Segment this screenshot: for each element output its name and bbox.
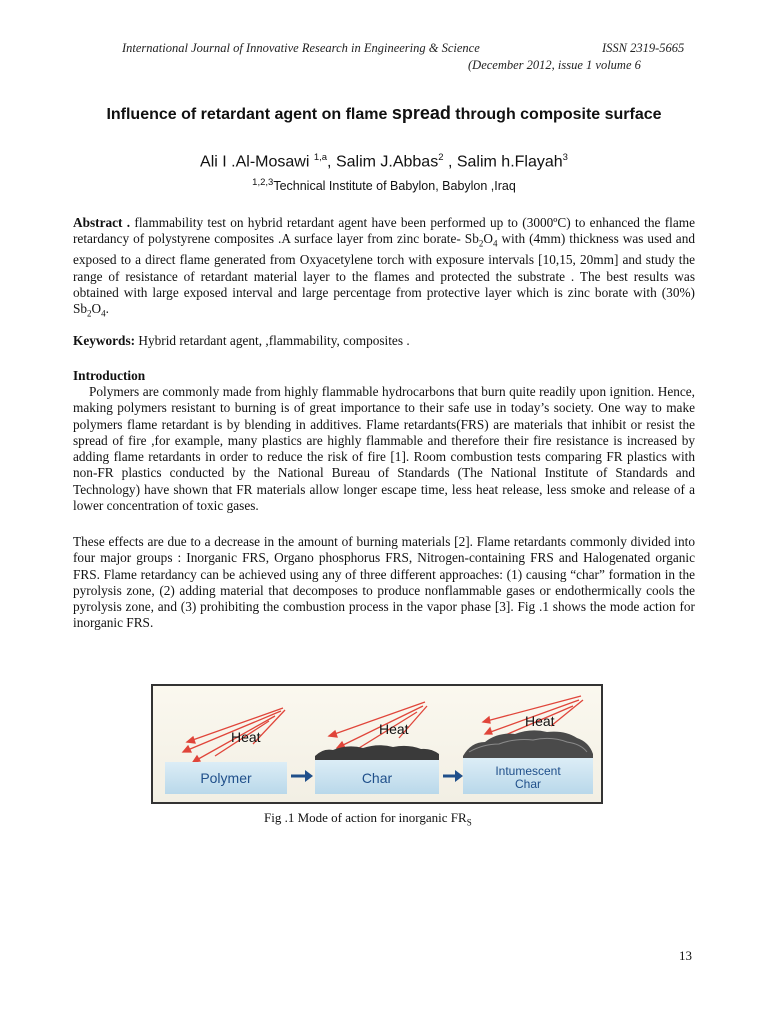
introduction-paragraph-1: Polymers are commonly made from highly flammable hydrocarbons that burn quite readily upon ignition. Hence, making polymers resistant to burning is of great importance to their safe use in today’s society. One way to make polymers flame retardant is by blending in additives. Flame retardants(FRS) are materials that inhibit or resist the spread of fire ,for example, many plastics are highly flammable and therefore their fire resistance is increased by adding flame retardants in order to reduce the risk of fire [1]. Room combustion tests comparing FR plastics with non-FR plastics conducted by the National Bureau of Standards (The National Institute of Standards and Technology) have shown that FR materials allow longer escape time, less heat release, less smoke and release of a lower concentration of toxic gases. — [73, 384, 695, 514]
issue-date: (December 2012, issue 1 volume 6 — [468, 58, 641, 72]
affiliation — [60, 177, 708, 193]
author-3-affil: 3 — [562, 152, 568, 163]
intumescent-label-1: Intumescent — [495, 764, 561, 778]
caption-sub: S — [466, 817, 472, 828]
intumescent-label-2: Char — [514, 777, 542, 791]
abstract-sub-2: 4 — [492, 238, 498, 249]
title-part-1: Influence of retardant agent on flame — [106, 106, 392, 123]
caption-text: Fig .1 Mode of action for inorganic FR — [264, 810, 467, 825]
author-2-affil: 2 — [438, 152, 444, 163]
journal-name: International Journal of Innovative Research in Engineering & Science — [122, 41, 480, 55]
abstract-text-3: with (4mm) thickness was used and exposed to a direct flame generated from Oxyacetylene torch with exposure intervals [10,15, 20mm] and study the range of resistance of retardant material layer to the flames and protected the substrate . The best results was obtained with large exposed interval and large percentage from protective layer which is zinc borate with (30%) Sb — [73, 231, 695, 317]
char-label: Char — [361, 770, 393, 786]
affiliation-text: Technical Institute of Babylon, Babylon ,Iraq — [273, 179, 516, 194]
keywords — [73, 333, 695, 349]
affiliation-marks: 1,2,3 — [252, 177, 274, 188]
authors — [60, 152, 708, 171]
figure-1 — [151, 684, 603, 804]
section-heading-introduction: Introduction — [73, 368, 146, 383]
heat-label-2: Heat — [379, 721, 409, 737]
abstract-sub-3: 2 — [87, 308, 92, 319]
abstract-text-1: flammability test on hybrid retardant agent have been performed up to (3000ºC) to enhanced the flame retardancy of polystyrene composites .A surface layer from zinc borate- Sb — [73, 215, 695, 247]
abstract-label: Abstract . — [73, 215, 131, 230]
author-2: , Salim J.Abbas — [327, 153, 439, 171]
polymer-label: Polymer — [200, 770, 252, 786]
abstract-sub-4: 4 — [101, 308, 106, 319]
figure-1-caption — [264, 810, 472, 828]
author-3: , Salim h.Flayah — [443, 153, 563, 171]
abstract-sub-1: 2 — [478, 238, 484, 249]
heat-label-3: Heat — [525, 713, 555, 729]
heat-label-1: Heat — [231, 729, 261, 745]
paper-title — [60, 104, 708, 124]
title-part-3: through composite surface — [450, 106, 662, 123]
issn: ISSN 2319-5665 — [602, 41, 685, 55]
abstract-text-4: O — [91, 301, 102, 317]
title-part-2: spread — [391, 103, 451, 123]
abstract-text-5: . — [105, 301, 109, 317]
abstract — [73, 215, 695, 322]
author-1: Ali I .Al-Mosawi — [200, 153, 314, 171]
abstract-text-2: O — [483, 231, 493, 247]
figure-1-diagram — [153, 686, 601, 802]
author-1-affil: 1,a — [313, 152, 328, 163]
introduction-paragraph-2: These effects are due to a decrease in the amount of burning materials [2]. Flame retardants commonly divided into four major groups : Inorganic FRS, Organo phosphorus FRS, Nitrogen-containing FRS and Halogenated organic FRS. Flame retardancy can be achieved using any of three different approaches: (1) causing “char” formation in the pyrolysis zone, (2) adding material that decomposes to produce nonflammable gases or endothermically cools the pyrolysis zone, and (3) prohibiting the combustion process in the vapor phase [3]. Fig .1 shows the mode action for inorganic FRS. — [73, 534, 695, 631]
page-number: 13 — [679, 948, 692, 963]
keywords-text: Hybrid retardant agent, ,flammability, composites . — [135, 333, 410, 348]
keywords-label: Keywords: — [73, 333, 136, 348]
